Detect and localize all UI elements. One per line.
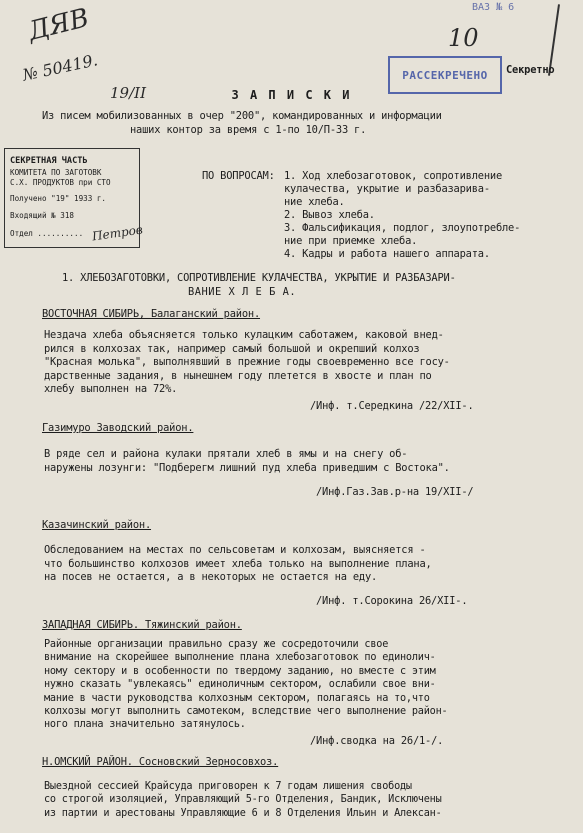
question-item: 3. Фальсификация, подлог, злоупотребле-	[284, 222, 521, 234]
entry-body: Обследованием на местах по сельсоветам и колхозам, выясняется - что большинство колхозов имеет хлеба только на выполнение плана, на посев не остается, а в некоторых не остается на еду.	[44, 544, 432, 583]
declassified-stamp: РАССЕКРЕЧЕНО	[388, 56, 502, 94]
question-item: 4. Кадры и работа нашего аппарата.	[284, 248, 490, 260]
subtitle-line-2: наших контор за время с 1-по 10/П-33 г.	[130, 124, 367, 136]
top-archive-stamp: ВАЗ № 6	[472, 2, 515, 13]
questions-label: ПО ВОПРОСАМ:	[202, 170, 275, 182]
stamp-line: СЕКРЕТНАЯ ЧАСТЬ	[10, 156, 88, 166]
entry-source: /Инф. т.Сорокина 26/XII-.	[316, 595, 468, 607]
entry-heading: Газимуро Заводский район.	[42, 422, 194, 434]
entry-body: Районные организации правильно сразу же сосредоточили свое внимание на скорейшее выполнение плана хлебозаготовок по единолич- ному сектору и в особенности по твердому заданию, но вместе с этим нужно сказать "увлекаясь" единоличным сектором, ослабили свое вни- мание в части руководства колхозным сектором, полагаясь на то,что колхозы могут выполнить самотеком, вследствие чего выполнение район- ного плана значительно затянулось.	[44, 639, 448, 731]
subtitle-line-1: Из писем мобилизованных в очер "200", командированных и информации	[42, 110, 442, 122]
question-item: кулачества, укрытие и разбазарива-	[284, 183, 490, 195]
classification-label: Секретно	[506, 64, 555, 76]
handwritten-page-number: 10	[448, 24, 479, 52]
stamp-line: Отдел ..........	[10, 229, 84, 238]
entry-heading: ВОСТОЧНАЯ СИБИРЬ, Балаганский район.	[42, 308, 261, 320]
entry-source: /Инф. т.Середкина /22/XII-.	[310, 400, 474, 412]
entry-heading: Н.ОМСКИЙ РАЙОН. Сосновский Зерносовхоз.	[42, 756, 279, 768]
document-title: З А П И С К И	[231, 88, 352, 102]
entry-heading: Казачинский район.	[42, 519, 152, 531]
handwritten-number: № 50419.	[20, 50, 100, 85]
handwritten-initials: ДЯВ	[25, 3, 92, 47]
question-item: 1. Ход хлебозаготовок, сопротивление	[284, 170, 503, 182]
entry-body: В ряде сел и района кулаки прятали хлеб в ямы и на снегу об- наружены лозунги: "Подберегм лишний пуд хлеба приведшим с Востока".	[44, 448, 450, 474]
entry-body: Нездача хлеба объясняется только кулацким саботажем, каковой внед- рился в колхозах так, например самый большой и окрепший колхоз "Красная молька", выполнявший в прежние годы своевременно все госу- дарственные задания, в нынешнем году плетется в хвосте и план по хлебу выполнен на 72%.	[44, 329, 450, 395]
question-item: ние при приемке хлеба.	[284, 235, 418, 247]
handwritten-signature: Петров	[91, 222, 144, 244]
stamp-line: Получено "19" 1933 г.	[10, 194, 107, 203]
handwritten-date: 19/II	[110, 84, 146, 102]
entry-source: /Инф.сводка на 26/1-/.	[310, 735, 444, 747]
question-item: 2. Вывоз хлеба.	[284, 209, 375, 221]
stamp-line: КОМИТЕТА ПО ЗАГОТОВК	[10, 168, 102, 177]
entry-source: /Инф.Газ.Зав.р-на 19/XII-/	[316, 486, 474, 498]
entry-body: Выездной сессией Крайсуда приговорен к 7 годам лишения свободы со строгой изоляцией, Управляющий 5-го Отделения, Бандик, Исключены из партии и арестованы Управляющие 6 и 8 Отделения Ильин и Алексан-	[44, 781, 442, 819]
question-item: ние хлеба.	[284, 196, 345, 208]
stamp-line: Входящий № 318	[10, 211, 75, 220]
section-heading-line-2: ВАНИЕ Х Л Е Б А.	[188, 286, 297, 298]
entry-heading: ЗАПАДНАЯ СИБИРЬ. Тяжинский район.	[42, 619, 242, 631]
stamp-line: С.Х. ПРОДУКТОВ при СТО	[10, 178, 111, 187]
section-heading-line-1: 1. ХЛЕБОЗАГОТОВКИ, СОПРОТИВЛЕНИЕ КУЛАЧЕСТВА, УКРЫТИЕ И РАЗБАЗАРИ-	[62, 272, 456, 284]
